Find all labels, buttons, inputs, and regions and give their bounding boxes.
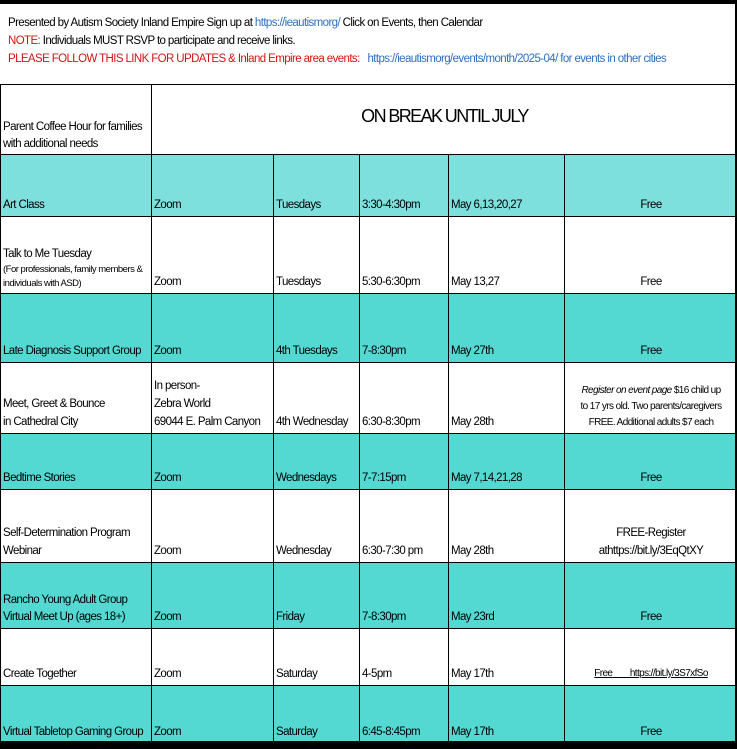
event-cost: Free <box>565 155 737 217</box>
event-dates: May 6,13,20,27 <box>449 155 565 217</box>
event-time: 7-7:15pm <box>360 434 449 490</box>
event-name: Virtual Tabletop Gaming Group <box>1 686 152 744</box>
table-row <box>1 490 737 563</box>
event-day: 4th Wednesday <box>274 363 360 434</box>
event-dates: May 7,14,21,28 <box>449 434 565 490</box>
header-line-3 <box>8 53 666 65</box>
header-intro: Presented by Autism Society Inland Empire Sign up at <box>8 17 255 29</box>
event-name-cell <box>1 490 152 563</box>
event-dates: May 28th <box>449 363 565 434</box>
event-time: 6:45-8:45pm <box>360 686 449 744</box>
event-location: Zoom <box>152 563 274 629</box>
event-cost-cell <box>565 490 737 563</box>
event-cost: Free <box>565 563 737 629</box>
events-link[interactable]: https://ieautismorg/events/month/2025-04/ for events in other cities <box>367 53 667 65</box>
table-row <box>1 629 737 686</box>
event-day: Tuesdays <box>274 217 360 294</box>
break-notice: ON BREAK UNTIL JULY <box>152 85 737 155</box>
event-name-line: Webinar <box>3 545 42 557</box>
updates-warning: PLEASE FOLLOW THIS LINK FOR UPDATES & Inland Empire area events: <box>8 53 360 65</box>
events-table <box>0 84 737 744</box>
event-name: Talk to Me Tuesday <box>3 248 92 260</box>
table-row <box>1 563 737 629</box>
event-location-cell <box>152 363 274 434</box>
event-cost-cell <box>565 363 737 434</box>
event-dates: May 17th <box>449 686 565 744</box>
signup-link[interactable]: https://ieautismorg/ <box>254 17 341 29</box>
event-name-cell <box>1 217 152 294</box>
event-day: Saturday <box>274 629 360 686</box>
cost-text: FREE. Additional adults $7 each <box>588 417 714 428</box>
event-location: Zoom <box>152 686 274 744</box>
table-row <box>1 686 737 744</box>
event-time: 5:30-6:30pm <box>360 217 449 294</box>
event-location: Zoom <box>152 490 274 563</box>
event-name-line: Meet, Greet & Bounce <box>3 398 105 410</box>
location-line: Zebra World <box>154 398 211 410</box>
location-line: 69044 E. Palm Canyon <box>154 416 261 428</box>
table-row <box>1 217 737 294</box>
event-cost: Free <box>565 686 737 744</box>
event-name-note: (For professionals, family members & individuals with ASD) <box>3 264 143 289</box>
event-cost: Free <box>565 434 737 490</box>
table-row <box>1 294 737 363</box>
cost-text: FREE-Register <box>616 527 686 539</box>
event-cost: Free <box>565 294 737 363</box>
event-time: 7-8:30pm <box>360 294 449 363</box>
event-name: Late Diagnosis Support Group <box>1 294 152 363</box>
header-line-2 <box>8 35 295 47</box>
register-link[interactable]: athttps://bit.ly/3EqQtXY <box>598 545 704 557</box>
event-dates: May 23rd <box>449 563 565 629</box>
event-day: Saturday <box>274 686 360 744</box>
event-time: 6:30-7:30 pm <box>360 490 449 563</box>
event-location: Zoom <box>152 294 274 363</box>
cost-text: to 17 yrs old. Two parents/caregivers <box>580 401 722 412</box>
event-day: Tuesdays <box>274 155 360 217</box>
event-time: 7-8:30pm <box>360 563 449 629</box>
event-time: 3:30-4:30pm <box>360 155 449 217</box>
event-name-line: Self-Determination Program <box>3 527 130 539</box>
event-location: Zoom <box>152 217 274 294</box>
table-row <box>1 434 737 490</box>
event-day: Wednesday <box>274 490 360 563</box>
event-dates: May 17th <box>449 629 565 686</box>
event-location: Zoom <box>152 155 274 217</box>
event-name: Bedtime Stories <box>1 434 152 490</box>
event-dates: May 28th <box>449 490 565 563</box>
note-text: Individuals MUST RSVP to participate and receive links. <box>40 35 296 47</box>
location-line: In person- <box>154 380 200 392</box>
event-day: Wednesdays <box>274 434 360 490</box>
header-instructions: Click on Events, then Calendar <box>340 17 483 29</box>
event-cost-cell <box>565 629 737 686</box>
event-cost: Free <box>565 217 737 294</box>
create-together-link[interactable]: https://bit.ly/3S7xfSo <box>629 668 708 679</box>
event-name-cell <box>1 363 152 434</box>
event-name: Parent Coffee Hour for families with additional needs <box>1 85 152 155</box>
header-line-1 <box>8 17 483 29</box>
event-name: Create Together <box>1 629 152 686</box>
event-name: Art Class <box>1 155 152 217</box>
bottom-border <box>0 741 737 749</box>
event-name-line: in Cathedral City <box>3 416 78 428</box>
header <box>0 8 737 83</box>
cost-text: $16 child up <box>671 385 721 396</box>
register-note: Register on event page <box>581 385 672 396</box>
event-dates: May 27th <box>449 294 565 363</box>
event-day: 4th Tuesdays <box>274 294 360 363</box>
table-row <box>1 85 737 155</box>
event-time: 6:30-8:30pm <box>360 363 449 434</box>
event-location: Zoom <box>152 629 274 686</box>
event-time: 4-5pm <box>360 629 449 686</box>
event-day: Friday <box>274 563 360 629</box>
event-name: Rancho Young Adult Group Virtual Meet Up (ages 18+) <box>1 563 152 629</box>
event-dates: May 13,27 <box>449 217 565 294</box>
table-row <box>1 155 737 217</box>
cost-free: Free <box>594 668 613 679</box>
table-row <box>1 363 737 434</box>
note-label: NOTE: <box>8 35 41 47</box>
event-location: Zoom <box>152 434 274 490</box>
